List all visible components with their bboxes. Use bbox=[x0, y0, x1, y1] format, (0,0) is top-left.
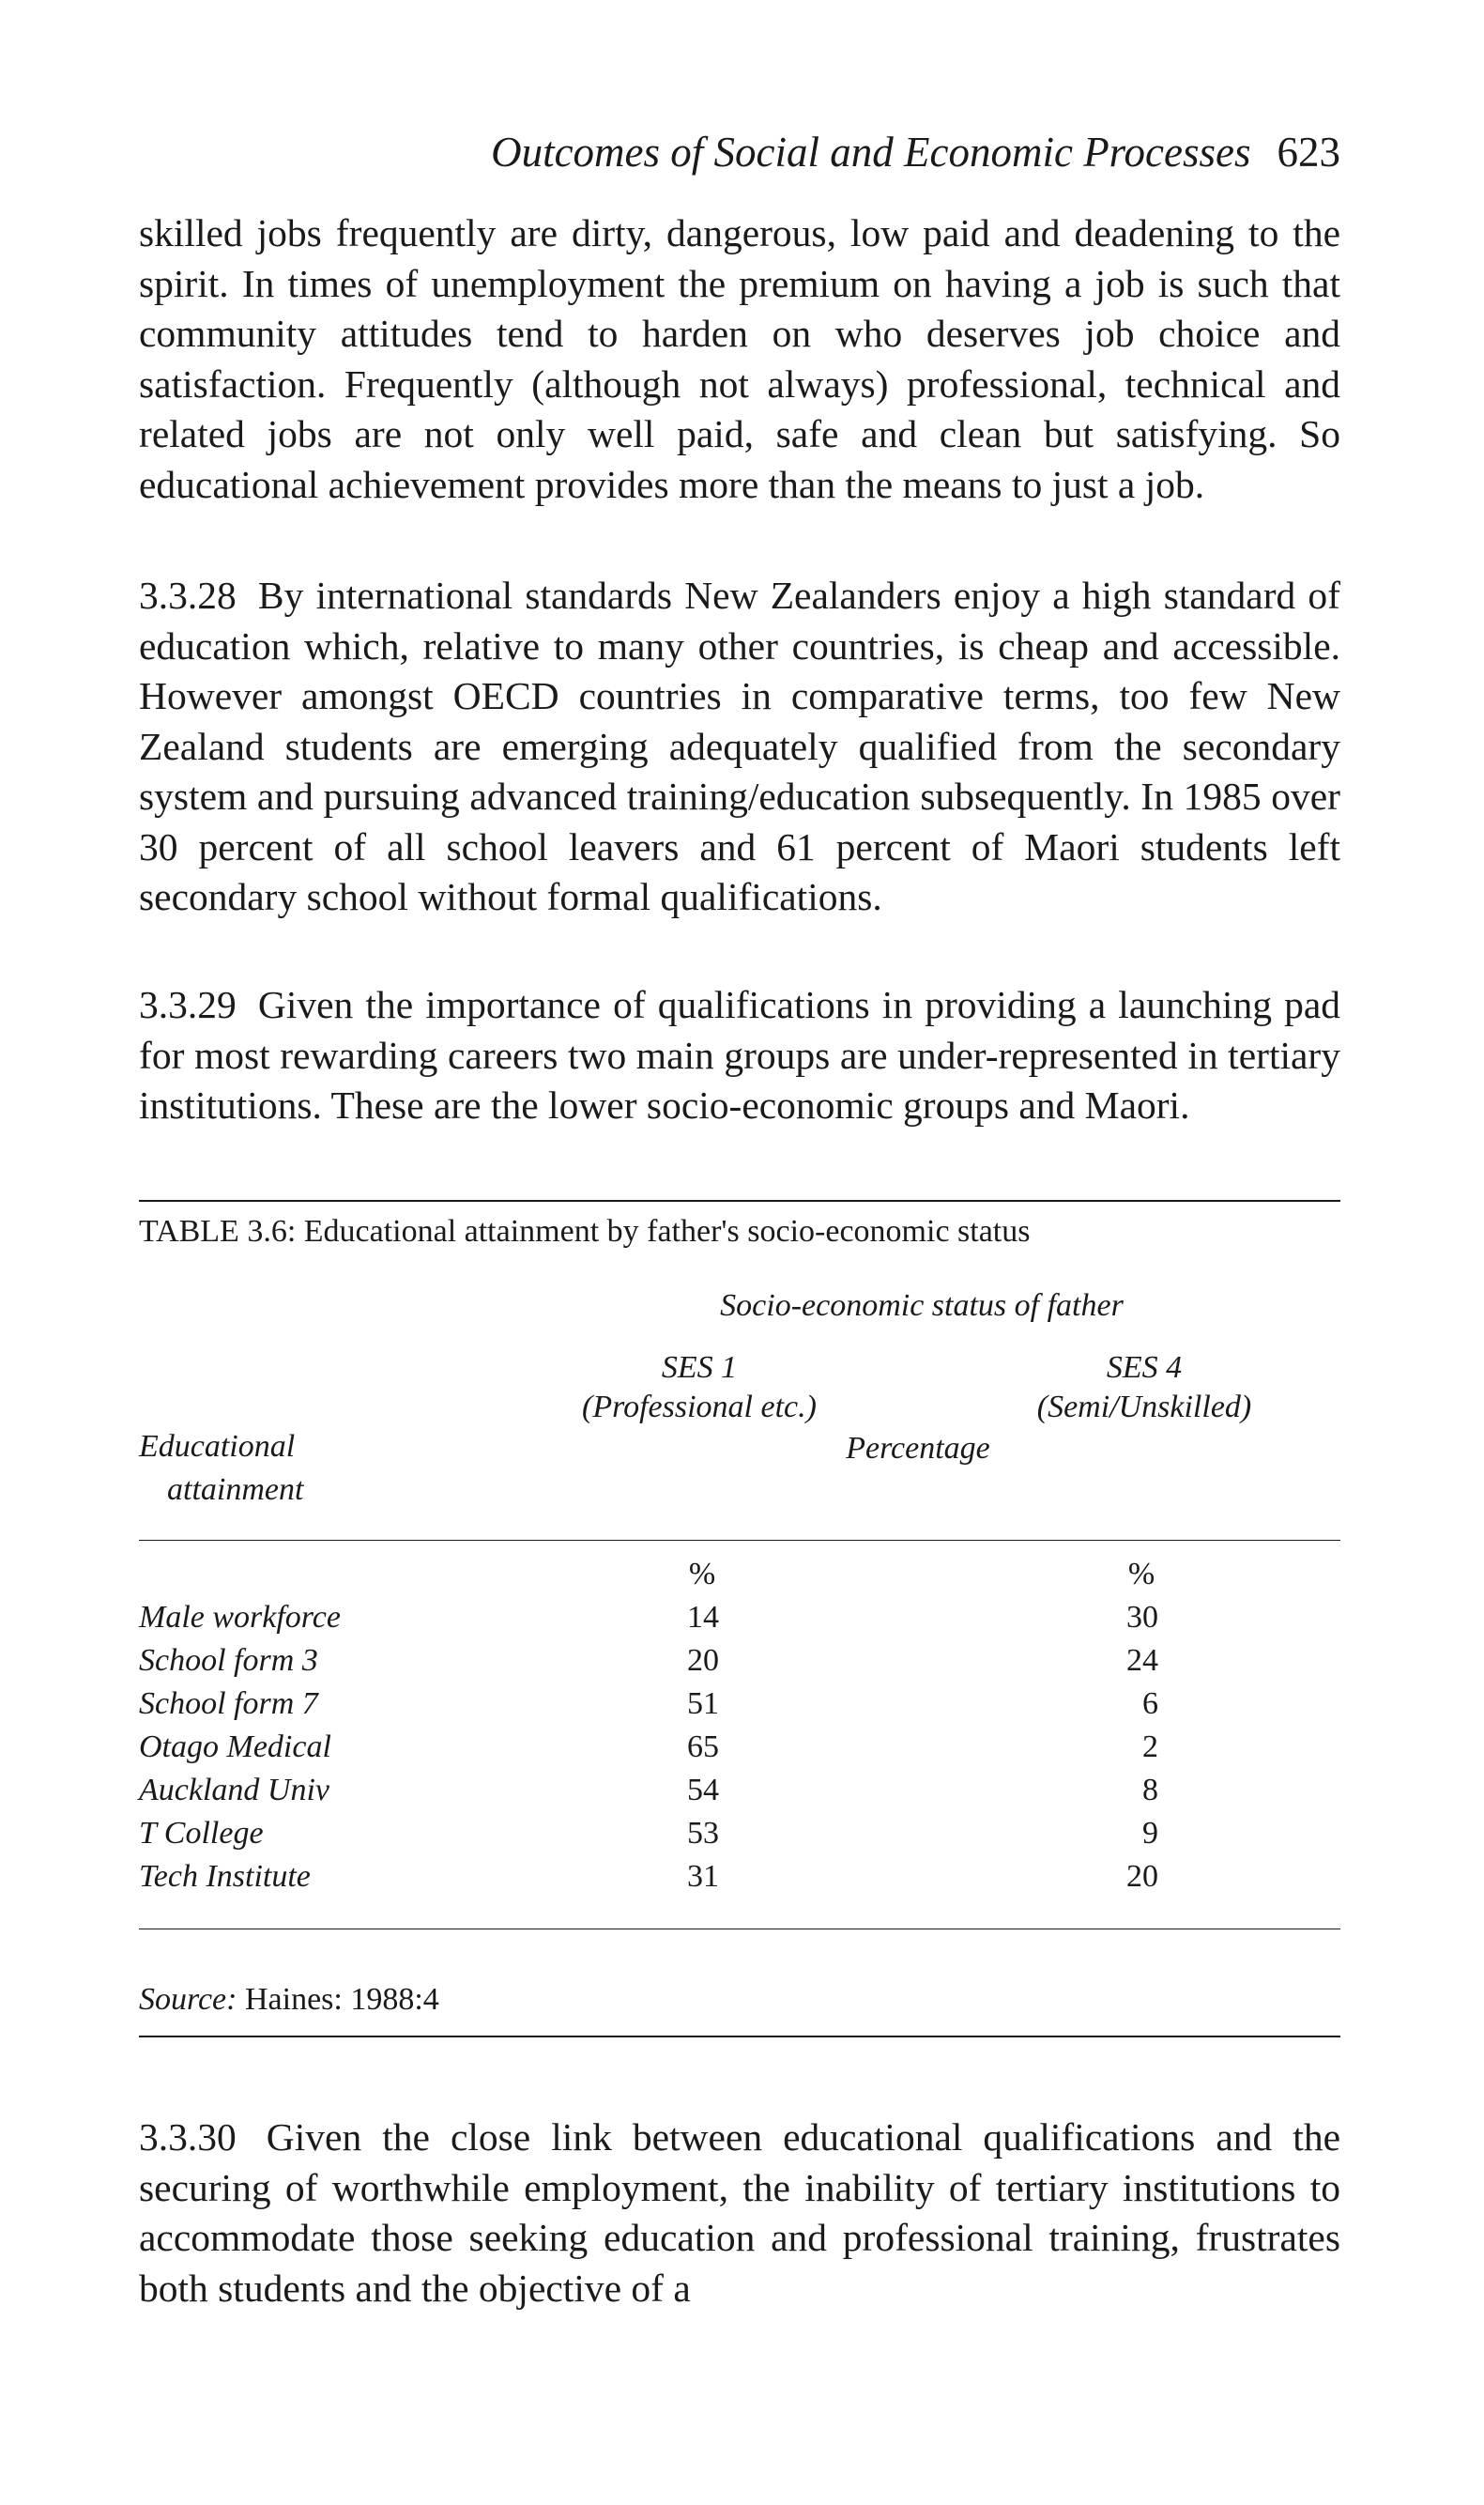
row-label: Tech Institute bbox=[139, 1859, 311, 1894]
paragraph-continuation: skilled jobs frequently are dirty, dangerous, low paid and deadening to the spirit. In times of unemployment the premium on having a job is such that community attitudes tend to harden on who deserves job choice and satisfaction. Frequently (although not always) professional, technical and related jobs are not only well paid, safe and clean but satisfying. So educational achievement provides more than the means to just a job. bbox=[139, 211, 1340, 506]
paragraph-3-3-30 bbox=[139, 2113, 1340, 2313]
row-label: Auckland Univ bbox=[139, 1773, 329, 1807]
paragraph-3-3-29 bbox=[139, 980, 1340, 1131]
col1-header: SES 1 bbox=[661, 1350, 738, 1385]
ses1-value: 14 bbox=[687, 1600, 719, 1635]
unit-col1: % bbox=[688, 1557, 716, 1591]
paragraph-3-3-28 bbox=[139, 571, 1340, 923]
col2-subheader: (Semi/Unskilled) bbox=[1036, 1390, 1252, 1424]
source-text: Haines: 1988:4 bbox=[244, 1982, 439, 2017]
paragraph-text: By international standards New Zealanders enjoy a high standard of education which, relative to many other countries, is cheap and accessible. However amongst OECD countries in comparative terms, too few New Zealand students are emerging adequately qualified from the secondary system and pursuing advanced training/education subsequently. In 1985 over 30 percent of all school leavers and 61 percent of Maori students left secondary school without formal qualifications. bbox=[139, 574, 1340, 918]
ses1-value: 31 bbox=[687, 1859, 719, 1894]
row-header-line2: attainment bbox=[167, 1472, 304, 1507]
ses4-value: 8 bbox=[1142, 1773, 1158, 1807]
ses4-value: 9 bbox=[1142, 1816, 1158, 1851]
page-number: 623 bbox=[1277, 129, 1340, 176]
table-top-rule bbox=[139, 1200, 1340, 1202]
paragraph-text: Given the importance of qualifications in providing a launching pad for most rewarding careers two main groups are under-represented in tertiary institutions. These are the lower socio-economic groups and Maori. bbox=[139, 983, 1340, 1127]
row-header-line1: Educational bbox=[139, 1429, 296, 1464]
running-header bbox=[139, 124, 1340, 180]
table-source bbox=[139, 1979, 439, 2021]
ses4-value: 20 bbox=[1126, 1859, 1158, 1894]
ses4-value: 6 bbox=[1142, 1686, 1158, 1721]
ses4-value: 24 bbox=[1126, 1643, 1158, 1678]
unit-col2: % bbox=[1127, 1557, 1155, 1591]
running-title: Outcomes of Social and Economic Processes bbox=[491, 129, 1251, 176]
table-header-rule bbox=[139, 1540, 1340, 1541]
row-label: T College bbox=[139, 1816, 264, 1851]
ses1-value: 53 bbox=[687, 1816, 719, 1851]
group-header: Socio-economic status of father bbox=[720, 1288, 1124, 1323]
ses1-value: 20 bbox=[687, 1643, 719, 1678]
table-title: TABLE 3.6: Educational attainment by father's socio-economic status bbox=[139, 1214, 1031, 1249]
ses1-value: 54 bbox=[687, 1773, 719, 1807]
row-label: Male workforce bbox=[139, 1600, 341, 1635]
row-label: School form 7 bbox=[139, 1686, 318, 1721]
row-label: School form 3 bbox=[139, 1643, 318, 1678]
ses4-value: 2 bbox=[1142, 1729, 1158, 1764]
col2-header: SES 4 bbox=[1106, 1350, 1183, 1385]
paragraph-number: 3.3.30 bbox=[139, 2115, 237, 2159]
ses1-value: 65 bbox=[687, 1729, 719, 1764]
source-label: Source: bbox=[139, 1982, 237, 2017]
col1-subheader: (Professional etc.) bbox=[582, 1390, 817, 1424]
ses4-value: 30 bbox=[1126, 1600, 1158, 1635]
percentage-label: Percentage bbox=[846, 1431, 990, 1466]
row-label: Otago Medical bbox=[139, 1729, 331, 1764]
paragraph-number: 3.3.29 bbox=[139, 983, 237, 1026]
ses1-value: 51 bbox=[687, 1686, 719, 1721]
table-end-rule bbox=[139, 2036, 1340, 2037]
paragraph-text: Given the close link between educational qualifications and the securing of worthwhile employment, the inability of tertiary institutions to accommodate those seeking education and professional training, frustrates both students and the objective of a bbox=[139, 2115, 1340, 2310]
paragraph-number: 3.3.28 bbox=[139, 574, 237, 617]
